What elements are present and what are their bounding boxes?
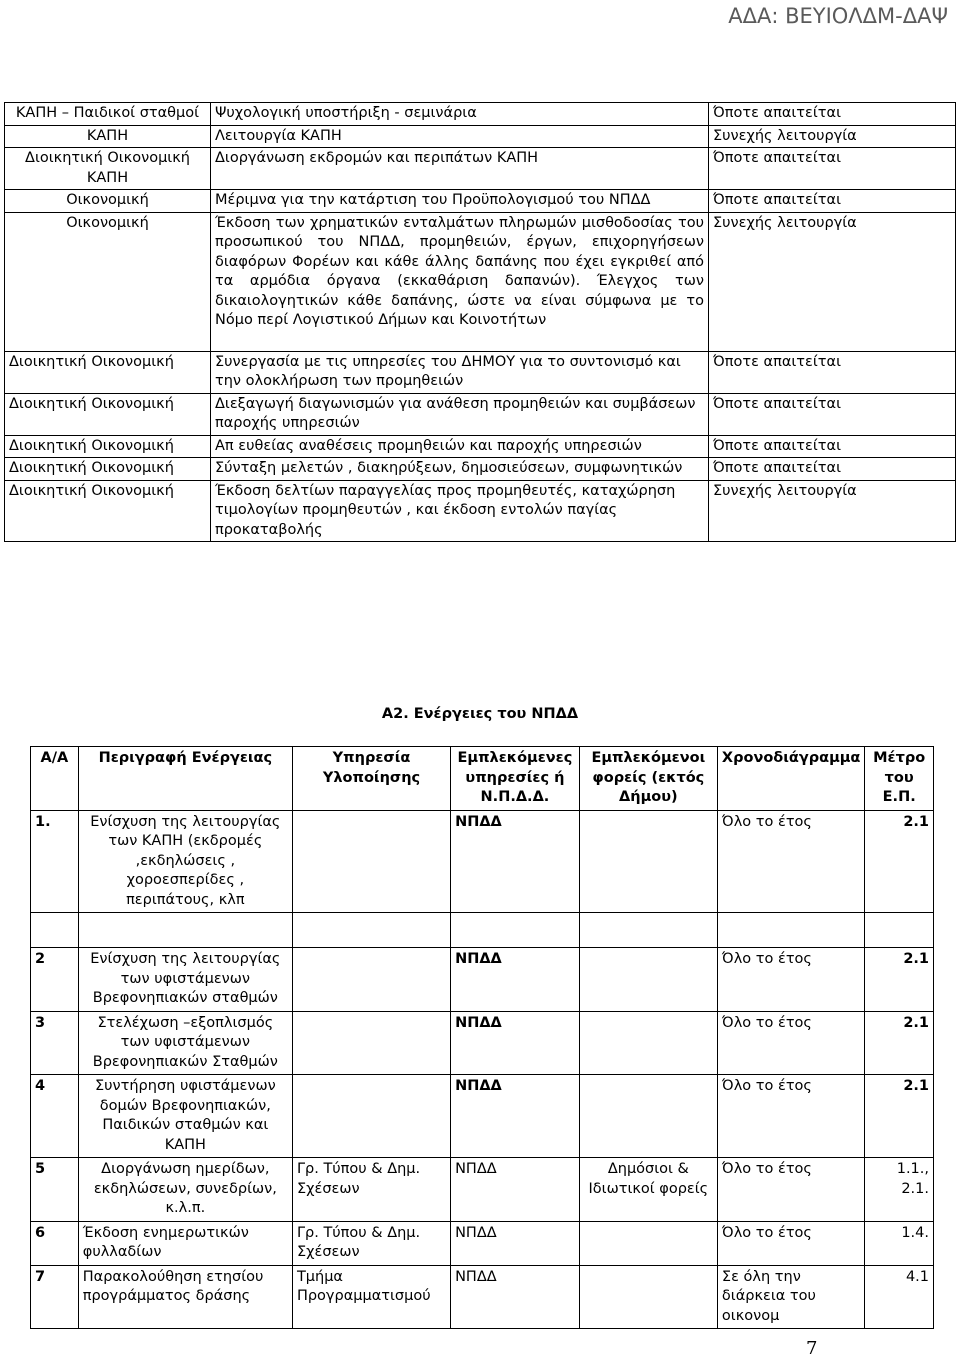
row-description: Ενίσχυση της λειτουργίας των υφιστάμενων Βρεφονηπιακών σταθμών (78, 948, 292, 1012)
unit-cell: ΚΑΠΗ – Παιδικοί σταθμοί (5, 103, 211, 126)
header-involved-bodies: Εμπλεκόμενοι φορείς (εκτός Δήμου) (579, 747, 717, 811)
row-service: Γρ. Τύπου & Δημ. Σχέσεων (292, 1221, 450, 1265)
row-number: 1. (31, 810, 79, 913)
row-number: 5 (31, 1158, 79, 1222)
actions-table (30, 746, 934, 1329)
ada-code: ΑΔΑ: ΒΕΥΙΟΛΔΜ-ΔΑΨ (728, 4, 948, 28)
row-service: Γρ. Τύπου & Δημ. Σχέσεων (292, 1158, 450, 1222)
task-cell: Απ ευθείας αναθέσεις προμηθειών και παροχής υπηρεσιών (211, 435, 709, 458)
row-service (292, 1075, 450, 1158)
row-description: Παρακολούθηση ετησίου προγράμματος δράσης (78, 1265, 292, 1329)
row-involved: ΝΠΔΔ (451, 1158, 580, 1222)
row-service (292, 810, 450, 913)
row-description: Στελέχωση –εξοπλισμός των υφιστάμενων Βρεφονηπιακών Σταθμών (78, 1011, 292, 1075)
row-schedule: Όλο το έτος (717, 1011, 864, 1075)
header-aa: Α/Α (31, 747, 79, 811)
task-cell: Λειτουργία ΚΑΠΗ (211, 125, 709, 148)
frequency-cell: Συνεχής λειτουργία (709, 480, 956, 542)
table-row (5, 190, 956, 213)
row-schedule: Όλο το έτος (717, 1158, 864, 1222)
row-description: Ενίσχυση της λειτουργίας των ΚΑΠΗ (εκδρομές ,εκδηλώσεις , χοροεσπερίδες , περιπάτους, κλπ (78, 810, 292, 913)
table-row (5, 103, 956, 126)
unit-cell: Οικονομική (5, 212, 211, 351)
spacer-row (31, 913, 934, 948)
header-service: Υπηρεσία Υλοποίησης (292, 747, 450, 811)
task-cell: Έκδοση δελτίων παραγγελίας προς προμηθευτές, καταχώρηση τιμολογίων προμηθευτών , και έκδοση εντολών παγίας προκαταβολής (211, 480, 709, 542)
frequency-cell: Συνεχής λειτουργία (709, 125, 956, 148)
row-service (292, 948, 450, 1012)
row-involved: ΝΠΔΔ (451, 948, 580, 1012)
row-service (292, 1011, 450, 1075)
header-measure: Μέτρο του Ε.Π. (865, 747, 934, 811)
row-number: 4 (31, 1075, 79, 1158)
unit-cell: Οικονομική (5, 190, 211, 213)
row-description: Συντήρηση υφιστάμενων δομών Βρεφονηπιακών, Παιδικών σταθμών και ΚΑΠΗ (78, 1075, 292, 1158)
row-schedule: Όλο το έτος (717, 948, 864, 1012)
frequency-cell: Συνεχής λειτουργία (709, 212, 956, 351)
row-service: Τμήμα Προγραμματισμού (292, 1265, 450, 1329)
table-row (31, 948, 934, 1012)
frequency-cell: Όποτε απαιτείται (709, 351, 956, 393)
unit-cell: ΚΑΠΗ (5, 125, 211, 148)
duties-table (4, 102, 956, 542)
frequency-cell: Όποτε απαιτείται (709, 435, 956, 458)
row-bodies (579, 1265, 717, 1329)
row-measure: 2.1 (865, 1075, 934, 1158)
table-row (31, 1011, 934, 1075)
row-description: Έκδοση ενημερωτικών φυλλαδίων (78, 1221, 292, 1265)
page-number: 7 (806, 1338, 818, 1359)
row-measure: 4.1 (865, 1265, 934, 1329)
row-measure: 2.1 (865, 948, 934, 1012)
row-involved: ΝΠΔΔ (451, 1265, 580, 1329)
row-number: 2 (31, 948, 79, 1012)
frequency-cell: Όποτε απαιτείται (709, 103, 956, 126)
row-involved: ΝΠΔΔ (451, 1011, 580, 1075)
header-row (31, 747, 934, 811)
task-cell: Σύνταξη μελετών , διακηρύξεων, δημοσιεύσεων, συμφωνητικών (211, 458, 709, 481)
unit-cell: Διοικητική Οικονομική (5, 435, 211, 458)
table-row (31, 1265, 934, 1329)
row-bodies (579, 1221, 717, 1265)
row-measure: 1.4. (865, 1221, 934, 1265)
table-row (5, 125, 956, 148)
row-description: Διοργάνωση ημερίδων, εκδηλώσεων, συνεδρίων, κ.λ.π. (78, 1158, 292, 1222)
row-number: 7 (31, 1265, 79, 1329)
table-row (5, 393, 956, 435)
unit-cell: Διοικητική Οικονομική (5, 458, 211, 481)
row-involved: ΝΠΔΔ (451, 1075, 580, 1158)
task-cell: Έκδοση των χρηματικών ενταλμάτων πληρωμών μισθοδοσίας του προσωπικού του ΝΠΔΔ, προμηθειών, έργων, επιχορηγήσεων διαφόρων Φορέων και κάθε άλλης δαπάνης που έχει εγκριθεί από τα αρμόδια όργανα (εκκαθάριση δαπανών). Έλεγχος των δικαιολογητικών κάθε δαπάνης, ώστε να είναι σύμφωνα με το Νόμο περί Λογιστικού Δήμων και Κοινοτήτων (211, 212, 709, 351)
row-involved: ΝΠΔΔ (451, 810, 580, 913)
frequency-cell: Όποτε απαιτείται (709, 190, 956, 213)
row-number: 6 (31, 1221, 79, 1265)
table-row (31, 1221, 934, 1265)
row-number: 3 (31, 1011, 79, 1075)
unit-cell: Διοικητική Οικονομική (5, 480, 211, 542)
table-row (5, 435, 956, 458)
row-schedule: Όλο το έτος (717, 1075, 864, 1158)
row-bodies (579, 1011, 717, 1075)
row-bodies (579, 948, 717, 1012)
frequency-cell: Όποτε απαιτείται (709, 148, 956, 190)
task-cell: Συνεργασία με τις υπηρεσίες του ΔΗΜΟΥ για το συντονισμό και την ολοκλήρωση των προμηθειών (211, 351, 709, 393)
table-row (5, 480, 956, 542)
task-cell: Διοργάνωση εκδρομών και περιπάτων ΚΑΠΗ (211, 148, 709, 190)
row-bodies: Δημόσιοι & Ιδιωτικοί φορείς (579, 1158, 717, 1222)
row-measure: 1.1., 2.1. (865, 1158, 934, 1222)
unit-cell: Διοικητική Οικονομική (5, 393, 211, 435)
table-row (31, 1158, 934, 1222)
task-cell: Διεξαγωγή διαγωνισμών για ανάθεση προμηθειών και συμβάσεων παροχής υπηρεσιών (211, 393, 709, 435)
row-schedule: Όλο το έτος (717, 810, 864, 913)
table-row (5, 458, 956, 481)
section-heading: Α2. Ενέργειες του ΝΠΔΔ (381, 706, 579, 722)
row-schedule: Όλο το έτος (717, 1221, 864, 1265)
row-bodies (579, 1075, 717, 1158)
unit-cell: Διοικητική Οικονομική (5, 351, 211, 393)
table-row (5, 212, 956, 351)
row-schedule: Σε όλη την διάρκεια του οικονομ (717, 1265, 864, 1329)
header-involved-services: Εμπλεκόμενες υπηρεσίες ή Ν.Π.Δ.Δ. (451, 747, 580, 811)
unit-cell: Διοικητική Οικονομική ΚΑΠΗ (5, 148, 211, 190)
header-description: Περιγραφή Ενέργειας (78, 747, 292, 811)
task-cell: Μέριμνα για την κατάρτιση του Προϋπολογισμού του ΝΠΔΔ (211, 190, 709, 213)
table-row (5, 148, 956, 190)
table-row (31, 1075, 934, 1158)
row-measure: 2.1 (865, 810, 934, 913)
row-measure: 2.1 (865, 1011, 934, 1075)
frequency-cell: Όποτε απαιτείται (709, 393, 956, 435)
table-row (31, 810, 934, 913)
header-schedule: Χρονοδιάγραμμα (717, 747, 864, 811)
row-bodies (579, 810, 717, 913)
row-involved: ΝΠΔΔ (451, 1221, 580, 1265)
frequency-cell: Όποτε απαιτείται (709, 458, 956, 481)
table-row (5, 351, 956, 393)
task-cell: Ψυχολογική υποστήριξη - σεμινάρια (211, 103, 709, 126)
